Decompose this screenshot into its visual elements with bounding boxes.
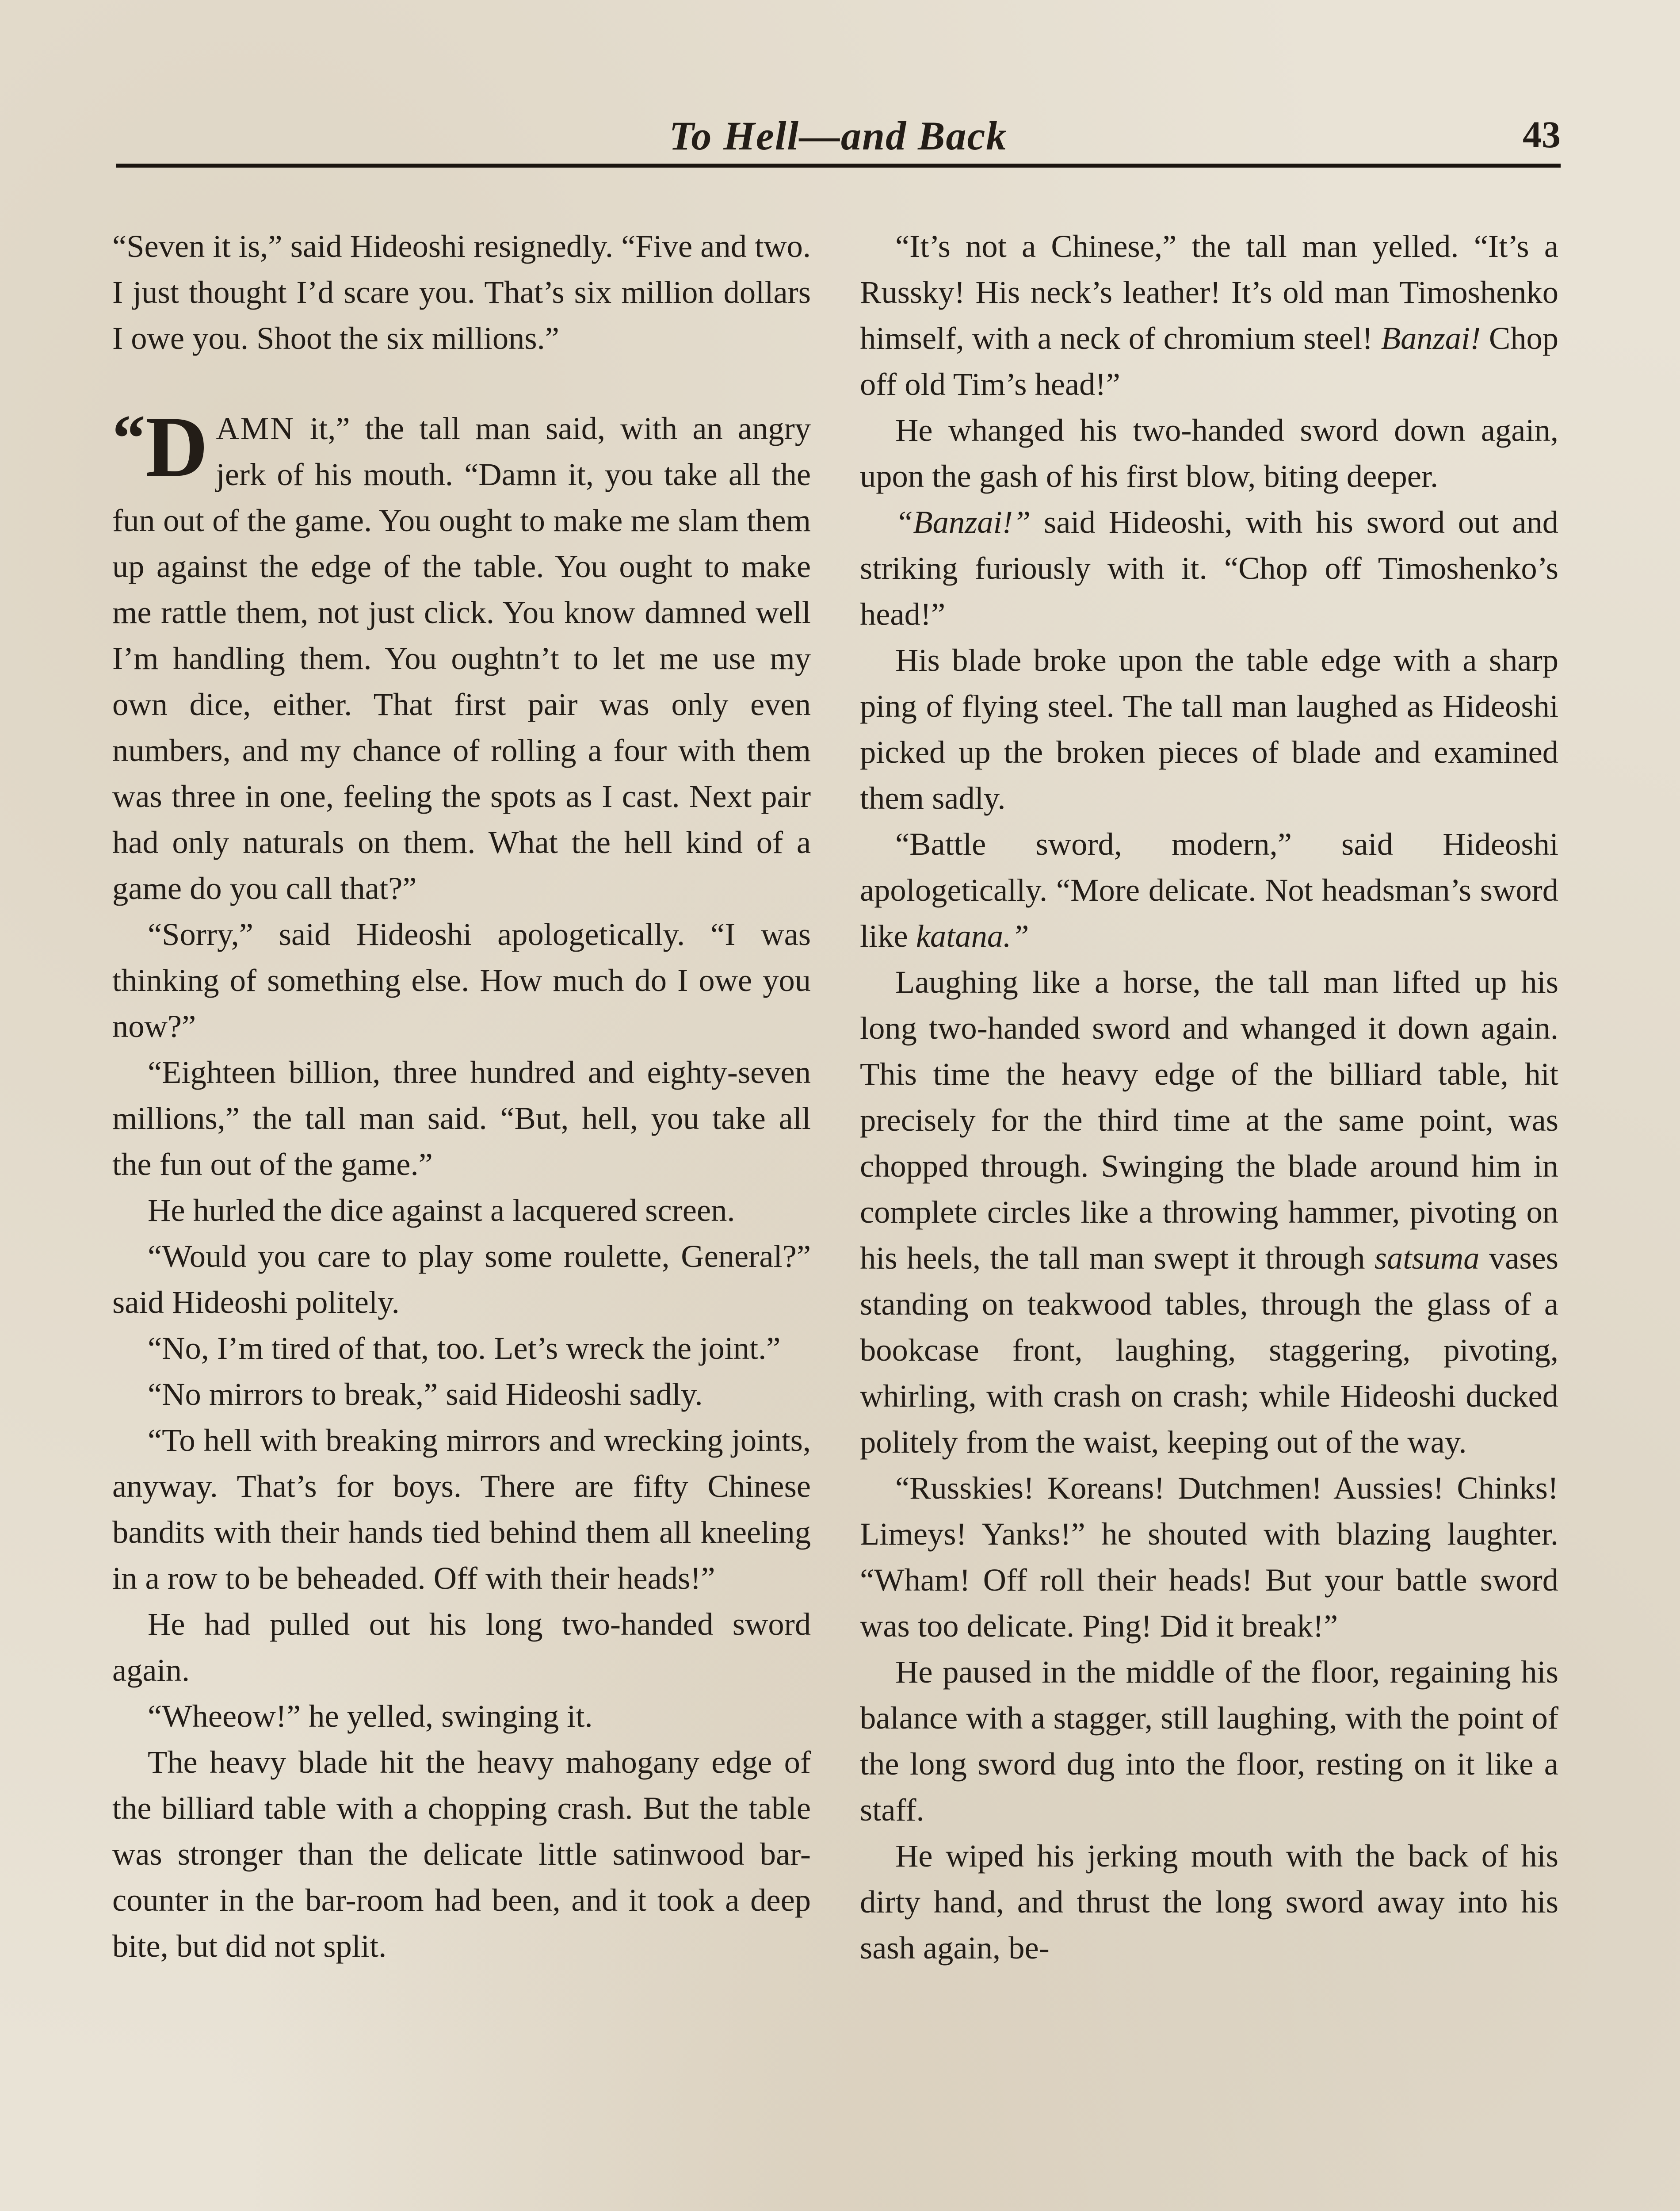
paragraph: Laughing like a horse, the tall man lifted up his long two-handed sword and whanged it down again. This time the heavy edge of the billiard table, hit precisely for the third time at the same point, was chopped through. Swinging the blade around him in complete circles like a throwing hammer, pivoting on his heels, the tall man swept it through satsuma vases standing on teakwood tables, through the glass of a bookcase front, laughing, staggering, pivoting, whirling, with crash on crash; while Hideoshi ducked politely from the waist, keeping out of the way. [860, 964, 1558, 1460]
paragraph: “Eighteen billion, three hundred and eighty-seven millions,” the tall man said. “But, hell, you take all the fun out of the game.” [112, 1054, 811, 1182]
running-title: To Hell—and Back [669, 113, 1008, 158]
paragraph-dropcap: “D AMN it,” the tall man said, with an angry jerk of his mouth. “Damn it, you take all the fun out of the game. You ought to make me slam them up against the edge of the table. You ought to make me rattle them, not just click. You know damned well I’m handling them. You oughtn’t to let me use my own dice, either. That first pair was only even numbers, and my chance of rolling a four with them was three in one, feeling the spots as I cast. Next pair had only naturals on them. What the hell kind of a game do you call that?” [112, 399, 811, 906]
paragraph: “Russkies! Koreans! Dutchmen! Aussies! Chinks! Limeys! Yanks!” he shouted with blazing laughter. “Wham! Off roll their heads! But your battle sword was too delicate. Ping! Did it break!” [860, 1470, 1558, 1644]
paragraph: He wiped his jerking mouth with the back of his dirty hand, and thrust the long sword away into his sash again, be- [860, 1838, 1558, 1966]
running-header [116, 102, 1561, 181]
paragraph: “Wheeow!” he yelled, swinging it. [148, 1698, 593, 1734]
header-rule [116, 164, 1561, 168]
paragraph: “Battle sword, modern,” said Hideoshi apologetically. “More delicate. Not headsman’s sword like katana.” [860, 826, 1558, 954]
page-number: 43 [1523, 113, 1561, 156]
paragraph: “Banzai!” said Hideoshi, with his sword out and striking furiously with it. “Chop off Timoshenko’s head!” [860, 504, 1558, 632]
paragraph: “Would you care to play some roulette, General?” said Hideoshi politely. [112, 1238, 811, 1320]
left-column [112, 223, 811, 1969]
paragraph: “It’s not a Chinese,” the tall man yelled. “It’s a Russky! His neck’s leather! It’s old man Timoshenko himself, with a neck of chromium steel! Banzai! Chop off old Tim’s head!” [860, 228, 1559, 402]
paragraph: He hurled the dice against a lacquered screen. [148, 1192, 735, 1228]
paragraph: “Sorry,” said Hideoshi apologetically. “I was thinking of something else. How much do I owe you now?” [112, 916, 811, 1044]
paragraph: The heavy blade hit the heavy mahogany edge of the billiard table with a chopping crash. But the table was stronger than the delicate little satinwood bar-counter in the bar-room had been, and it took a deep bite, but did not split. [112, 1744, 811, 1964]
right-column [860, 223, 1558, 1971]
paragraph: His blade broke upon the table edge with a sharp ping of flying steel. The tall man laughed as Hideoshi picked up the broken pieces of blade and examined them sadly. [860, 642, 1558, 816]
paragraph: He had pulled out his long two-handed sword again. [112, 1606, 811, 1688]
paragraph: “Seven it is,” said Hideoshi resignedly. “Five and two. I just thought I’d scare you. That’s six million dollars I owe you. Shoot the six millions.” [112, 228, 811, 356]
paragraph: He whanged his two-handed sword down again, upon the gash of his first blow, biting deeper. [860, 412, 1558, 494]
paragraph: “No mirrors to break,” said Hideoshi sadly. [148, 1376, 703, 1412]
paragraph: He paused in the middle of the floor, regaining his balance with a stagger, still laughing, with the point of the long sword dug into the floor, resting on it like a staff. [860, 1654, 1558, 1828]
small-caps-word: AMN [216, 410, 295, 446]
paragraph: “No, I’m tired of that, too. Let’s wreck the joint.” [148, 1330, 781, 1366]
drop-cap: “D [112, 399, 208, 495]
paragraph: “To hell with breaking mirrors and wrecking joints, anyway. That’s for boys. There are fifty Chinese bandits with their hands tied behind them all kneeling in a row to be beheaded. Off with their heads!” [112, 1422, 811, 1596]
